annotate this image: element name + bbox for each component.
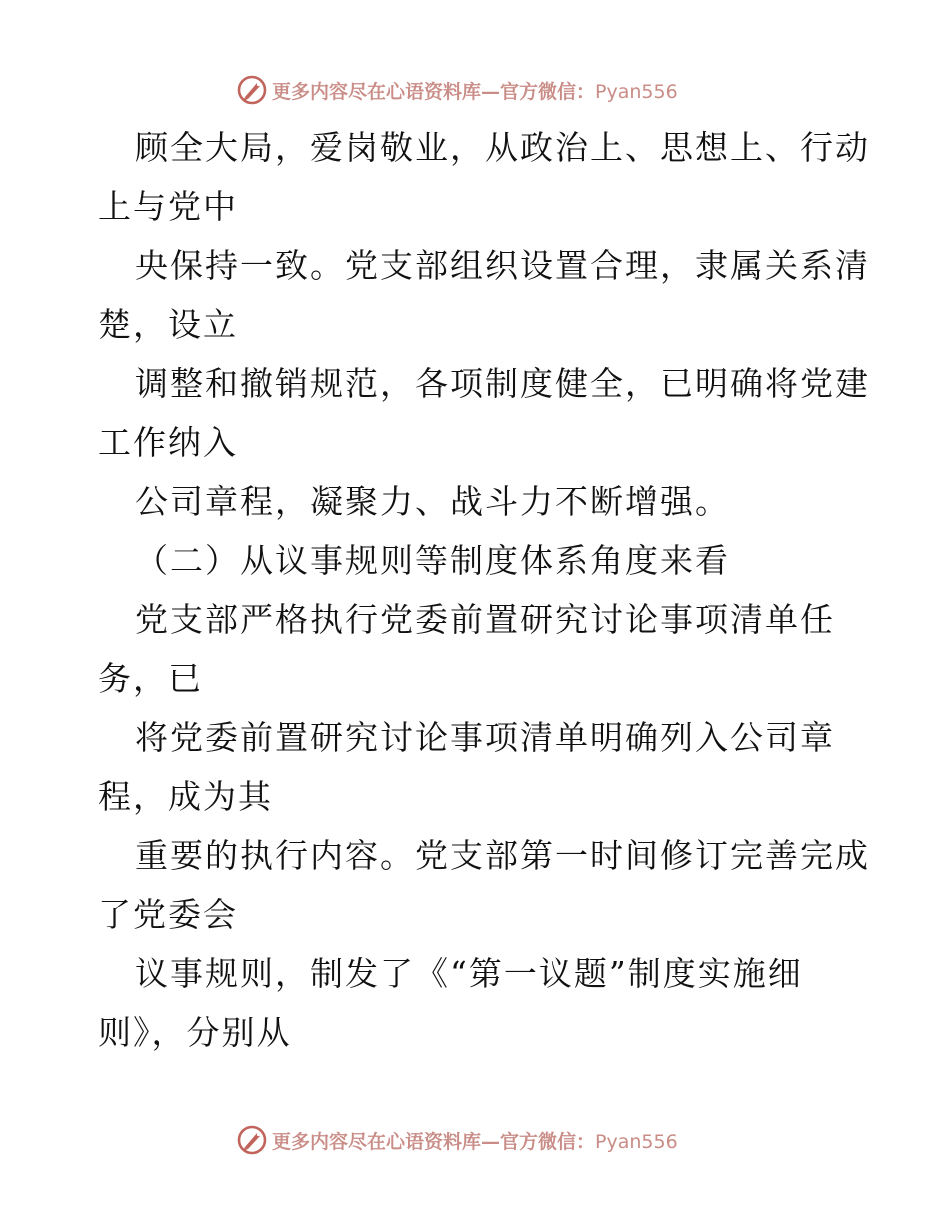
watermark-label: 更多内容尽在心语资料库—官方微信： xyxy=(272,80,596,103)
watermark-label: 更多内容尽在心语资料库—官方微信： xyxy=(272,1130,596,1153)
text-line: 程，成为其 xyxy=(98,777,273,816)
text-line: 重要的执行内容。党支部第一时间修订完善完成 xyxy=(135,836,870,875)
pen-nib-seal-icon xyxy=(236,74,268,106)
text-line: 公司章程，凝聚力、战斗力不断增强。 xyxy=(135,482,730,521)
text-line: 楚，设立 xyxy=(98,305,238,344)
text-line: 则》，分别从 xyxy=(98,1013,292,1052)
text-line: 央保持一致。党支部组织设置合理，隶属关系清 xyxy=(135,246,870,285)
watermark-wechat-id: Pyan556 xyxy=(595,1130,678,1153)
text-line: 顾全大局，爱岗敬业，从政治上、思想上、行动 xyxy=(135,128,870,167)
text-line: 务，已 xyxy=(98,659,203,698)
watermark-wechat-id: Pyan556 xyxy=(595,80,678,103)
text-line: 了党委会 xyxy=(98,895,238,934)
header-watermark xyxy=(236,73,678,107)
text-line: 调整和撤销规范，各项制度健全，已明确将党建 xyxy=(135,364,870,403)
text-line: 议事规则，制发了《“第一议题”制度实施细 xyxy=(135,954,803,993)
document-body xyxy=(98,118,870,1062)
text-line: 工作纳入 xyxy=(98,423,238,462)
text-line: 将党委前置研究讨论事项清单明确列入公司章 xyxy=(135,718,835,757)
text-line: 上与党中 xyxy=(98,187,238,226)
section-heading: （二）从议事规则等制度体系角度来看 xyxy=(135,541,730,580)
text-line: 党支部严格执行党委前置研究讨论事项清单任 xyxy=(135,600,835,639)
pen-nib-seal-icon xyxy=(236,1124,268,1156)
footer-watermark xyxy=(236,1123,678,1157)
